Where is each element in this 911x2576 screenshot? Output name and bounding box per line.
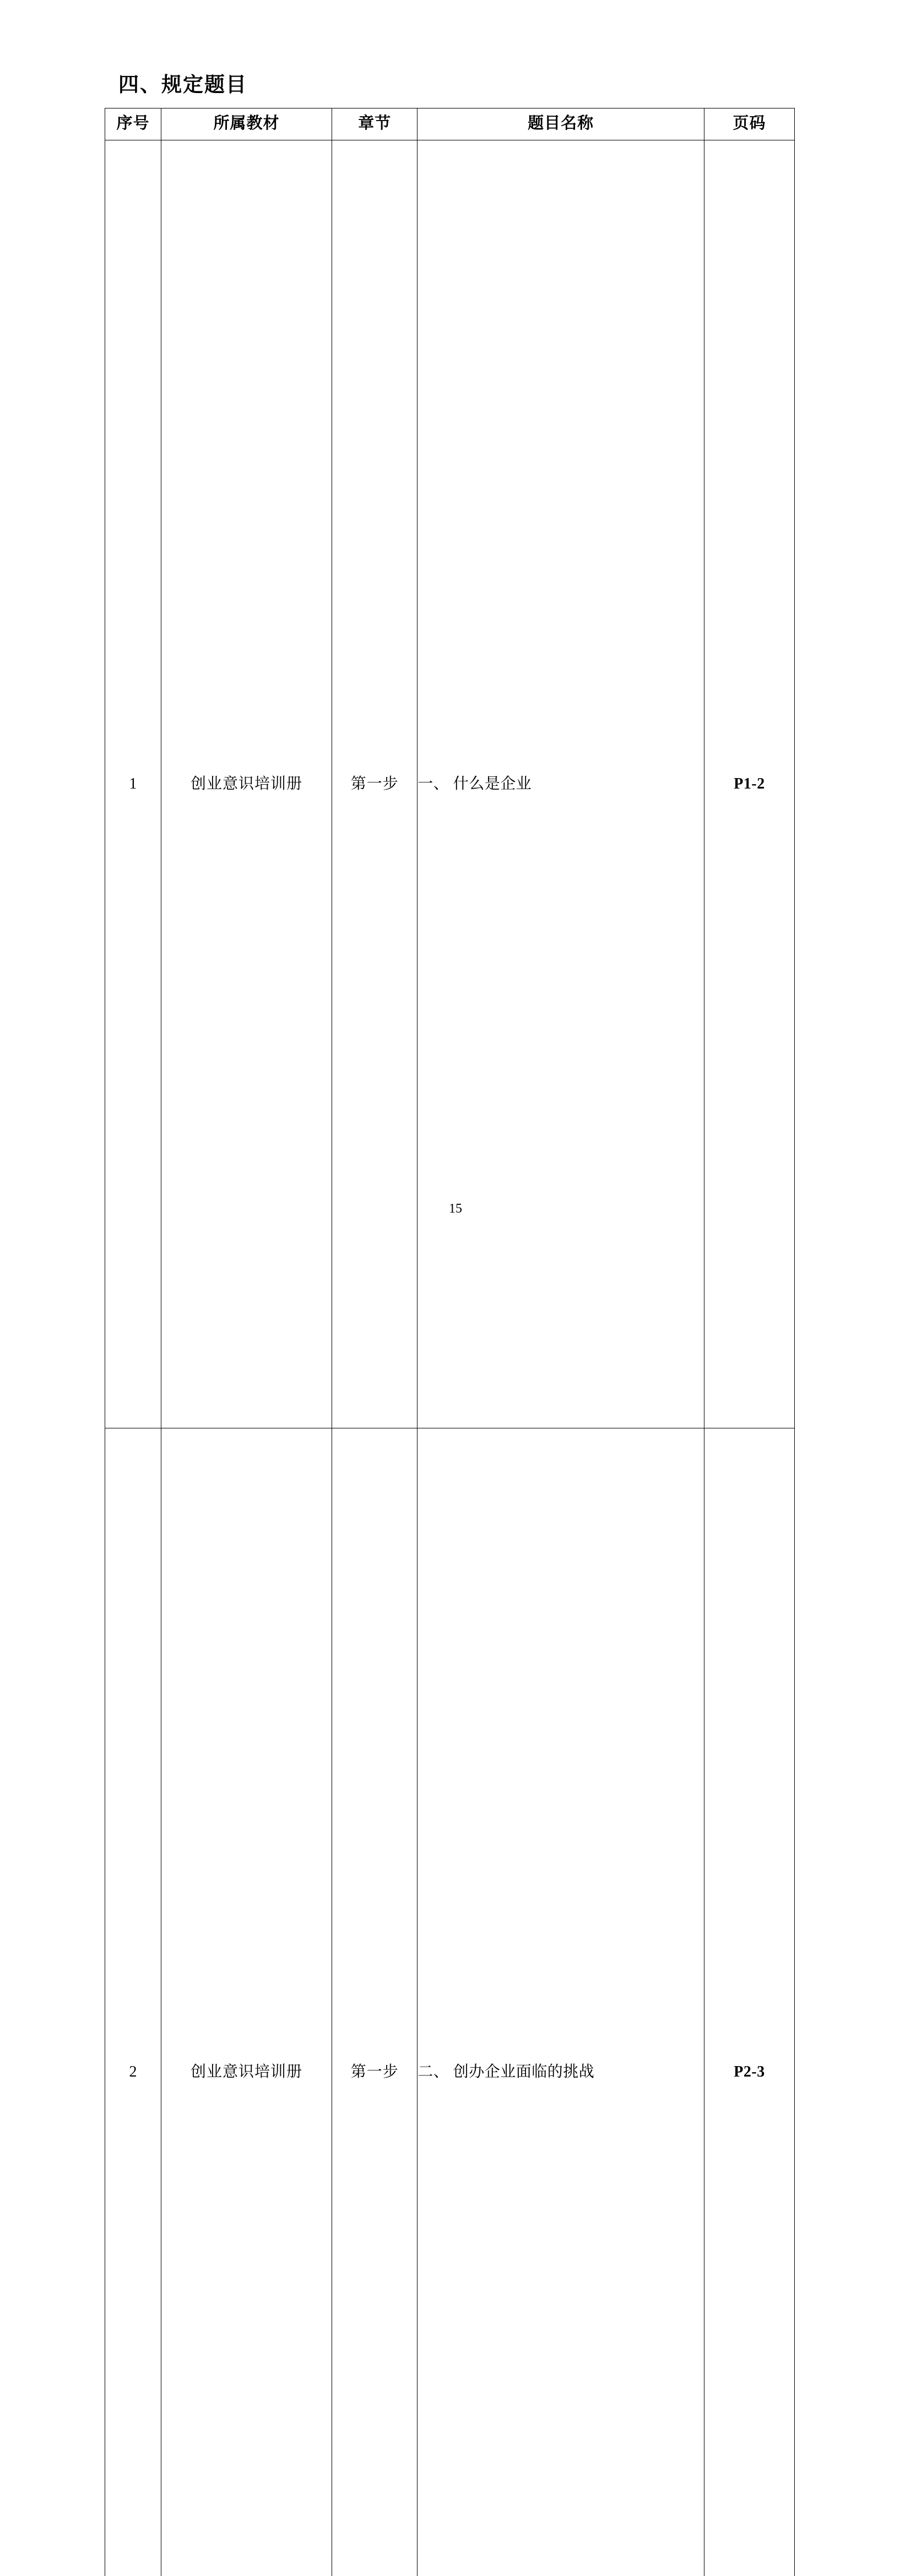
cell-page: P1-2 [704,140,794,1428]
table-body [105,140,795,2576]
cell-title [417,140,704,1428]
page-title: 四、规定题目 [118,73,247,96]
cell-chapter: 第一步 [332,140,417,1428]
cell-title [417,1428,704,2576]
table-row [105,1428,795,2576]
required-topics-table [105,108,795,2576]
column-header-book: 所属教材 [161,108,332,140]
cell-page: P2-3 [704,1428,794,2576]
table-row [105,140,795,1428]
page-number: 15 [449,1202,462,1216]
column-header-page: 页码 [704,108,794,140]
column-header-title: 题目名称 [417,108,704,140]
cell-chapter: 第一步 [332,1428,417,2576]
cell-index: 1 [105,140,161,1428]
column-header-index: 序号 [105,108,161,140]
cell-index: 2 [105,1428,161,2576]
title-line: 一、 什么是企业 [417,775,532,793]
column-header-chapter: 章节 [332,108,417,140]
cell-book: 创业意识培训册 [161,140,332,1428]
title-line: 二、 创办企业面临的挑战 [417,2063,595,2081]
table-header-row [105,108,795,140]
cell-book: 创业意识培训册 [161,1428,332,2576]
